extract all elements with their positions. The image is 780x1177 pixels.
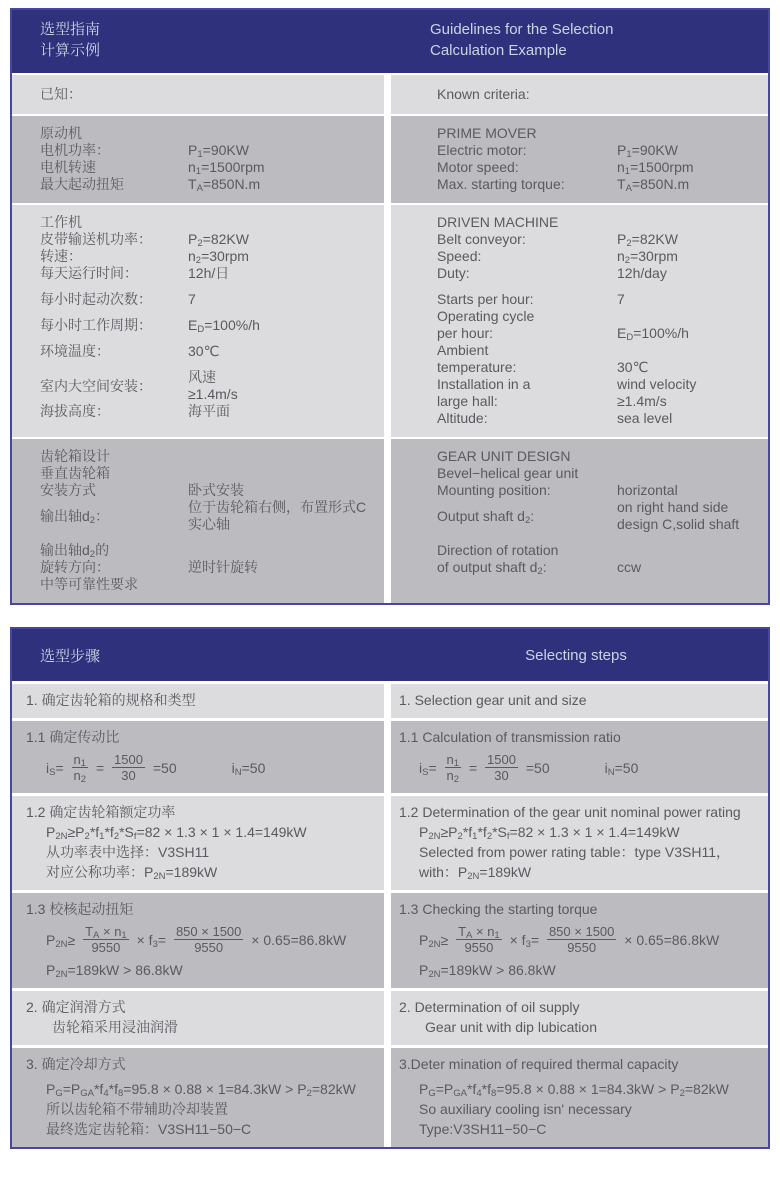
table-row [437, 448, 760, 465]
value: 7 [188, 291, 196, 307]
step-text: 1.2 确定齿轮箱额定功率 [26, 804, 176, 820]
label: Operating cycle per hour: [437, 308, 535, 341]
value: $T_A=850N.m$ [188, 176, 261, 194]
guidelines-header-zh: 选型指南 计算示例 [40, 21, 101, 59]
value: 逆时针旋转 [188, 559, 258, 575]
table-row [437, 231, 760, 248]
section-title: GEAR UNIT DESIGN [437, 448, 571, 464]
table-row [40, 125, 376, 142]
power-rating-formula: $P_{2N}\ge P_2*f_1*f_2*S_f=82 \times 1.3 \times 1 \times 1.4=149kW$ [419, 824, 680, 842]
step-3-band [12, 1048, 768, 1147]
section-subtitle: Bevel−helical gear unit [437, 465, 579, 481]
known-criteria-zh [12, 75, 384, 114]
table-row [40, 176, 376, 193]
step-1-3-en [391, 893, 768, 988]
step-text: 从功率表中选择：V3SH11 [46, 844, 210, 860]
step-text: 2. 确定润滑方式 [26, 999, 126, 1015]
section-title: 原动机 [40, 125, 82, 141]
label: 室内大空间安装： [40, 377, 152, 394]
value: ccw [617, 559, 642, 575]
value: 30℃ [617, 359, 649, 375]
label: 每天运行时间： [40, 265, 138, 281]
steps-header-en: Selecting steps [525, 646, 627, 664]
value: $n_2=30rpm$ [188, 248, 249, 266]
label: Installation in a large hall: [437, 376, 531, 409]
table-row [40, 465, 376, 482]
step-text: Gear unit with dip lubication [425, 1019, 597, 1035]
table-row [40, 265, 376, 282]
step-1-3-zh [12, 893, 384, 988]
prime-mover-zh [12, 116, 384, 203]
step-1-1-en [391, 721, 768, 793]
value: $E_D=100\%/h$ [188, 317, 260, 335]
step-text: with：$P_{2N}=189kW$ [419, 864, 532, 882]
section-subtitle: 垂直齿轮箱 [40, 465, 110, 481]
power-rating-formula: $P_{2N}\ge P_2*f_1*f_2*S_f=82 \times 1.3 \times 1 \times 1.4=149kW$ [46, 824, 307, 842]
table-row [40, 248, 376, 265]
label: 环境温度： [40, 343, 110, 359]
value: 12h/日 [188, 265, 230, 281]
label: 每小时起动次数： [40, 291, 152, 307]
thermal-capacity-formula: $P_G=P_{GA}*f_4*f_8=95.8 \times 0.88 \times 1=84.3kW > P_2=82kW$ [419, 1081, 729, 1099]
prime-mover-en [391, 116, 768, 203]
steps-header [12, 629, 768, 681]
step-text: 1.3 Checking the starting torque [399, 901, 598, 917]
value: horizontal [617, 482, 678, 498]
table-row [40, 214, 376, 231]
value: $P_2=82KW$ [188, 231, 249, 249]
known-label-en: Known criteria: [437, 86, 530, 102]
step-text: 所以齿轮箱不带辅助冷却装置 [46, 1101, 228, 1117]
step-text: So auxiliary cooling isn' necessary [419, 1101, 632, 1117]
label: 海拔高度： [40, 403, 110, 419]
value: sea level [617, 410, 673, 426]
step-1-en [391, 684, 768, 718]
section-note: 中等可靠性要求 [40, 576, 138, 592]
label: 电机功率： [40, 142, 110, 158]
value: $n_2=30rpm$ [617, 248, 678, 266]
value: $P_2=82KW$ [617, 231, 678, 249]
table-row [40, 448, 376, 465]
step-text: 齿轮箱采用浸油润滑 [52, 1019, 178, 1035]
label: Duty: [437, 265, 470, 281]
value: on right hand side design C,solid shaft [617, 499, 740, 532]
value: $T_A=850N.m$ [617, 176, 690, 194]
table-row [40, 142, 376, 159]
value: 海平面 [188, 403, 230, 419]
label: Max. starting torque: [437, 176, 565, 192]
label: 安装方式 [40, 482, 96, 498]
label: 皮带输送机功率： [40, 231, 152, 247]
section-title: 工作机 [40, 214, 82, 230]
step-3-zh [12, 1048, 384, 1147]
table-row [40, 159, 376, 176]
table-row [437, 214, 760, 231]
section-title: PRIME MOVER [437, 125, 537, 141]
guidelines-header-en: Guidelines for the Selection Calculation Example [430, 21, 614, 59]
gear-design-band [12, 439, 768, 603]
label: Output shaft $d_2$: [437, 507, 535, 526]
label: Motor speed: [437, 159, 519, 175]
table-row [40, 576, 376, 593]
step-2-band [12, 991, 768, 1045]
known-criteria-band [12, 75, 768, 114]
label: 电机转速 [40, 159, 96, 175]
value: 风速 ≥1.4m/s [188, 369, 238, 402]
step-2-zh [12, 991, 384, 1045]
label: Direction of rotation of output shaft $d_2$: [437, 542, 559, 577]
step-text: 1. Selection gear unit and size [399, 692, 587, 708]
step-1-2-en [391, 796, 768, 890]
table-row [437, 308, 760, 342]
prime-mover-band [12, 116, 768, 203]
step-text: 3.Deter mination of required thermal capacity [399, 1056, 679, 1072]
step-1-zh [12, 684, 384, 718]
value: $P_1=90KW$ [617, 142, 678, 160]
value: wind velocity ≥1.4m/s [617, 376, 697, 409]
table-row [40, 499, 376, 533]
torque-result: $P_{2N}=189kW > 86.8kW$ [419, 962, 556, 980]
step-text: Type:V3SH11−50−C [419, 1121, 547, 1137]
step-text: 1.1 Calculation of transmission ratio [399, 729, 621, 745]
label: 输出轴$d_2$： [40, 507, 110, 526]
value: 位于齿轮箱右侧，布置形式C 实心轴 [188, 499, 367, 532]
table-row [437, 125, 760, 142]
step-1-2-band [12, 796, 768, 890]
driven-machine-en [391, 205, 768, 437]
steps-header-zh: 选型步骤 [40, 647, 101, 665]
label: Starts per hour: [437, 291, 534, 307]
table-row [437, 342, 760, 376]
guidelines-header [12, 10, 768, 73]
starting-torque-formula: $P_{2N}\ge$ $\frac{T_A \times n_1}{9550}$ × $f_3=$ $\frac{850 \times 1500}{9550}$ × 0.65=86.8kW [419, 924, 720, 955]
step-text: 1. 确定齿轮箱的规格和类型 [26, 692, 196, 708]
transmission-ratio-formula: $i_S=$ $\frac{n_1}{n_2}$ = $\frac{1500}{30}$ =50 $i_N=50$ [419, 752, 639, 785]
label: Mounting position: [437, 482, 551, 498]
label: Ambient temperature: [437, 342, 517, 375]
table-row [437, 265, 760, 282]
table-row [40, 482, 376, 499]
table-row [40, 343, 376, 360]
value: $P_1=90KW$ [188, 142, 249, 160]
starting-torque-formula: $P_{2N}\ge$ $\frac{T_A \times n_1}{9550}$ × $f_3=$ $\frac{850 \times 1500}{9550}$ × 0.65=86.8kW [46, 924, 347, 955]
step-1-band [12, 684, 768, 718]
known-label-zh: 已知： [40, 86, 82, 102]
table-row [40, 369, 376, 403]
gear-design-zh [12, 439, 384, 603]
value: $n_1=1500rpm$ [188, 159, 265, 177]
table-row [40, 291, 376, 308]
value: $n_1=1500rpm$ [617, 159, 694, 177]
step-2-en [391, 991, 768, 1045]
section-title: 齿轮箱设计 [40, 448, 110, 464]
label: Speed: [437, 248, 482, 264]
step-text: 2. Determination of oil supply [399, 999, 580, 1015]
label: Electric motor: [437, 142, 527, 158]
step-1-2-zh [12, 796, 384, 890]
gear-design-en [391, 439, 768, 603]
step-text: Selected from power rating table：type V3SH11， [419, 844, 731, 860]
value: 12h/day [617, 265, 667, 281]
transmission-ratio-formula: $i_S=$ $\frac{n_1}{n_2}$ = $\frac{1500}{30}$ =50 $i_N=50$ [46, 752, 266, 785]
table-row [437, 142, 760, 159]
table-row [437, 291, 760, 308]
step-text: 3. 确定冷却方式 [26, 1056, 126, 1072]
table-row [437, 410, 760, 427]
step-1-1-zh [12, 721, 384, 793]
table-row [437, 176, 760, 193]
section-title: DRIVEN MACHINE [437, 214, 559, 230]
driven-machine-zh [12, 205, 384, 437]
table-row [437, 159, 760, 176]
step-3-en [391, 1048, 768, 1147]
table-row [40, 231, 376, 248]
table-row [40, 317, 376, 334]
value: 7 [617, 291, 625, 307]
step-1-3-band [12, 893, 768, 988]
step-text: 1.3 校核起动扭矩 [26, 901, 134, 917]
step-text: 对应公称功率：$P_{2N}=189kW$ [46, 864, 218, 882]
value: $E_D=100\%/h$ [617, 325, 689, 343]
table-row [40, 542, 376, 576]
table-row [437, 376, 760, 410]
label: 最大起动扭矩 [40, 176, 124, 192]
step-text: 1.1 确定传动比 [26, 729, 120, 745]
label: 每小时工作周期： [40, 317, 152, 333]
value: 30℃ [188, 343, 220, 359]
label: 输出轴$d_2$的 旋转方向： [40, 542, 110, 575]
value: 卧式安装 [188, 482, 244, 498]
table-row [437, 499, 760, 533]
step-1-1-band [12, 721, 768, 793]
thermal-capacity-formula: $P_G=P_{GA}*f_4*f_8=95.8 \times 0.88 \times 1=84.3kW > P_2=82kW$ [46, 1081, 356, 1099]
table-row [437, 248, 760, 265]
selection-guidelines-table [10, 8, 770, 605]
label: 转速： [40, 248, 82, 264]
table-row [40, 403, 376, 420]
selecting-steps-table [10, 627, 770, 1149]
table-row [437, 542, 760, 576]
label: Belt conveyor: [437, 231, 526, 247]
known-criteria-en [391, 75, 768, 114]
step-text: 1.2 Determination of the gear unit nominal power rating [399, 804, 741, 820]
torque-result: $P_{2N}=189kW > 86.8kW$ [46, 962, 183, 980]
driven-machine-band [12, 205, 768, 437]
table-row [437, 482, 760, 499]
table-row [437, 465, 760, 482]
step-text: 最终选定齿轮箱：V3SH11−50−C [46, 1121, 252, 1137]
label: Altitude: [437, 410, 488, 426]
